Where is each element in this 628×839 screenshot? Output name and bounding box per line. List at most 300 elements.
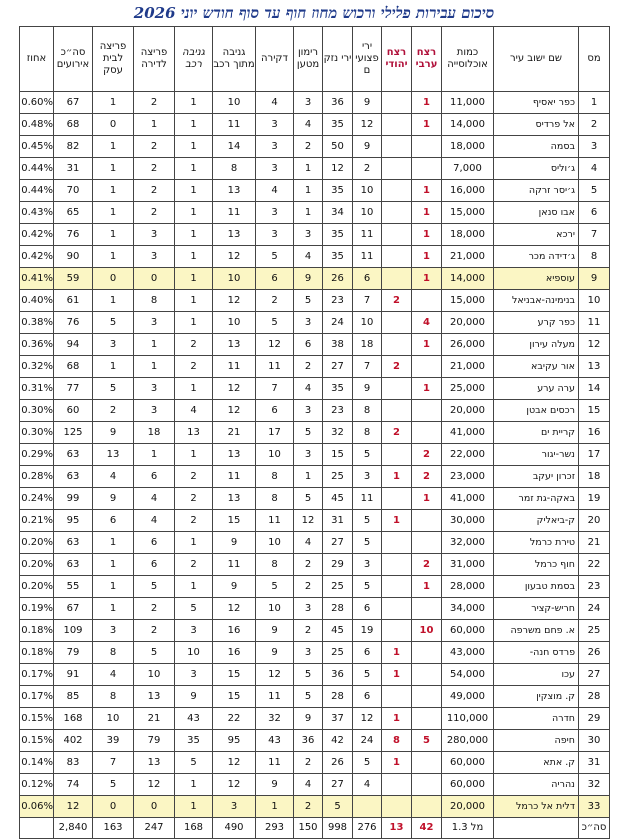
cell-d: 50 [323, 136, 353, 158]
cell-pop: 41,000 [442, 488, 494, 510]
cell-d: 35 [323, 180, 353, 202]
cell-n: 6 [579, 202, 610, 224]
table-row [20, 312, 610, 334]
cell-cs: 9 [175, 686, 213, 708]
cell-w [353, 796, 382, 818]
cell-n: סה״כ [579, 818, 610, 839]
cell-cs: 3 [175, 620, 213, 642]
cell-bp: 5 [93, 774, 134, 796]
cell-d: 42 [323, 730, 353, 752]
cell-tot: 70 [54, 180, 93, 202]
column-header: מס [579, 27, 610, 92]
cell-d: 36 [323, 664, 353, 686]
table-row [20, 444, 610, 466]
cell-pop: 31,000 [442, 554, 494, 576]
cell-cs: 1 [175, 774, 213, 796]
cell-ra [412, 290, 442, 312]
column-header: גניבה מתוך רכב [213, 27, 256, 92]
cell-n: 14 [579, 378, 610, 400]
cell-ry [382, 202, 412, 224]
cell-cs: 1 [175, 576, 213, 598]
cell-n: 5 [579, 180, 610, 202]
cell-n: 22 [579, 554, 610, 576]
cell-n: 10 [579, 290, 610, 312]
cell-d: 45 [323, 488, 353, 510]
cell-s: 5 [256, 312, 294, 334]
cell-n: 23 [579, 576, 610, 598]
cell-bp: 1 [93, 92, 134, 114]
table-row [20, 576, 610, 598]
cell-ry: 2 [382, 290, 412, 312]
cell-w: 11 [353, 246, 382, 268]
cell-tot: 74 [54, 774, 93, 796]
cell-pop: 20,000 [442, 400, 494, 422]
cell-pop: 28,000 [442, 576, 494, 598]
table-row [20, 114, 610, 136]
cell-ra: 1 [412, 224, 442, 246]
cell-w: 11 [353, 224, 382, 246]
table-row [20, 466, 610, 488]
cell-ap: 3 [134, 312, 175, 334]
table-row [20, 708, 610, 730]
cell-pct: 0.48% [20, 114, 54, 136]
cell-city: ג׳יסר זרקה [494, 180, 579, 202]
cell-bp: 2 [93, 400, 134, 422]
cell-s: 7 [256, 378, 294, 400]
cell-tv: 8 [213, 158, 256, 180]
cell-pct: 0.14% [20, 752, 54, 774]
cell-city: חדרה [494, 708, 579, 730]
cell-n: 30 [579, 730, 610, 752]
cell-ra: 1 [412, 92, 442, 114]
cell-ra [412, 510, 442, 532]
cell-ry [382, 334, 412, 356]
cell-city: נשר-יגור [494, 444, 579, 466]
cell-bp: 163 [93, 818, 134, 839]
cell-pct: 0.30% [20, 422, 54, 444]
cell-g: 4 [294, 532, 323, 554]
cell-ry: 1 [382, 708, 412, 730]
cell-ap: 5 [134, 642, 175, 664]
cell-ap: 21 [134, 708, 175, 730]
cell-tv: 15 [213, 664, 256, 686]
cell-pop: 32,000 [442, 532, 494, 554]
cell-pop: 25,000 [442, 378, 494, 400]
cell-pct: 0.18% [20, 642, 54, 664]
cell-tot: 65 [54, 202, 93, 224]
cell-tot: 67 [54, 598, 93, 620]
cell-s: 2 [256, 290, 294, 312]
cell-n: 13 [579, 356, 610, 378]
cell-d: 25 [323, 576, 353, 598]
cell-n: 18 [579, 466, 610, 488]
cell-g: 4 [294, 378, 323, 400]
cell-ap: 10 [134, 664, 175, 686]
cell-tot: 79 [54, 642, 93, 664]
cell-s: 8 [256, 488, 294, 510]
cell-d: 998 [323, 818, 353, 839]
cell-n: 4 [579, 158, 610, 180]
cell-g: 2 [294, 576, 323, 598]
cell-n: 15 [579, 400, 610, 422]
cell-ra [412, 136, 442, 158]
cell-cs: 35 [175, 730, 213, 752]
cell-g: 2 [294, 752, 323, 774]
column-header: דקירה [256, 27, 294, 92]
cell-tv: 21 [213, 422, 256, 444]
cell-n: 32 [579, 774, 610, 796]
cell-ry [382, 114, 412, 136]
cell-bp: 8 [93, 686, 134, 708]
cell-tot: 99 [54, 488, 93, 510]
cell-pct: 0.45% [20, 136, 54, 158]
cell-ry [382, 158, 412, 180]
cell-bp: 3 [93, 620, 134, 642]
cell-s: 11 [256, 356, 294, 378]
cell-w: 6 [353, 268, 382, 290]
cell-ry: 1 [382, 510, 412, 532]
table-row [20, 290, 610, 312]
cell-s: 43 [256, 730, 294, 752]
cell-d: 24 [323, 312, 353, 334]
cell-w: 8 [353, 400, 382, 422]
cell-ap: 2 [134, 202, 175, 224]
cell-ap: 6 [134, 466, 175, 488]
table-row [20, 378, 610, 400]
cell-bp: 1 [93, 180, 134, 202]
cell-city: פרדס חנה- [494, 642, 579, 664]
cell-g: 3 [294, 642, 323, 664]
cell-tv: 13 [213, 488, 256, 510]
cell-ap: 3 [134, 400, 175, 422]
cell-pct: 0.38% [20, 312, 54, 334]
cell-s: 11 [256, 510, 294, 532]
cell-ap: 79 [134, 730, 175, 752]
cell-ry [382, 554, 412, 576]
cell-g: 3 [294, 224, 323, 246]
cell-w: 6 [353, 598, 382, 620]
cell-pct: 0.24% [20, 488, 54, 510]
cell-tot: 68 [54, 114, 93, 136]
cell-w: 3 [353, 466, 382, 488]
cell-ra: 1 [412, 268, 442, 290]
cell-ap: 13 [134, 686, 175, 708]
cell-pct [20, 818, 54, 839]
cell-ra [412, 642, 442, 664]
cell-ra [412, 532, 442, 554]
cell-g: 9 [294, 708, 323, 730]
cell-city: ערה ערע [494, 378, 579, 400]
cell-pop: 20,000 [442, 796, 494, 818]
cell-ry: 13 [382, 818, 412, 839]
cell-ap: 13 [134, 752, 175, 774]
cell-city: בנימינה-אבניאל [494, 290, 579, 312]
table-row [20, 180, 610, 202]
cell-ap: 1 [134, 356, 175, 378]
cell-ry: 1 [382, 642, 412, 664]
cell-ap: 18 [134, 422, 175, 444]
cell-tv: 13 [213, 180, 256, 202]
header-row [20, 27, 610, 92]
cell-n: 2 [579, 114, 610, 136]
cell-ry: 8 [382, 730, 412, 752]
cell-ap: 2 [134, 158, 175, 180]
cell-tot: 2,840 [54, 818, 93, 839]
table-row [20, 796, 610, 818]
cell-ra [412, 598, 442, 620]
cell-cs: 13 [175, 422, 213, 444]
cell-n: 31 [579, 752, 610, 774]
cell-n: 24 [579, 598, 610, 620]
cell-w: 4 [353, 774, 382, 796]
table-row [20, 642, 610, 664]
cell-pct: 0.20% [20, 532, 54, 554]
cell-ra [412, 708, 442, 730]
cell-city: דלית אל כרמל [494, 796, 579, 818]
cell-bp: 8 [93, 642, 134, 664]
cell-tv: 12 [213, 290, 256, 312]
cell-tv: 11 [213, 554, 256, 576]
cell-g: 3 [294, 598, 323, 620]
cell-cs: 1 [175, 378, 213, 400]
cell-tv: 11 [213, 466, 256, 488]
cell-ra: 1 [412, 180, 442, 202]
cell-d: 23 [323, 400, 353, 422]
cell-bp: 7 [93, 752, 134, 774]
cell-cs: 2 [175, 334, 213, 356]
cell-ry [382, 400, 412, 422]
cell-g: 1 [294, 202, 323, 224]
cell-ra [412, 686, 442, 708]
cell-n: 25 [579, 620, 610, 642]
cell-bp: 4 [93, 466, 134, 488]
table-row [20, 400, 610, 422]
cell-tv: 14 [213, 136, 256, 158]
cell-tv: 11 [213, 356, 256, 378]
cell-pop: 54,000 [442, 664, 494, 686]
table-header [20, 27, 610, 92]
cell-pct: 0.17% [20, 686, 54, 708]
cell-n: 7 [579, 224, 610, 246]
cell-pct: 0.19% [20, 598, 54, 620]
cell-tv: 11 [213, 114, 256, 136]
cell-pop: 49,000 [442, 686, 494, 708]
cell-pct: 0.15% [20, 730, 54, 752]
cell-cs: 2 [175, 356, 213, 378]
cell-n: 1 [579, 92, 610, 114]
cell-pop: 23,000 [442, 466, 494, 488]
cell-tot: 63 [54, 466, 93, 488]
cell-tot: 59 [54, 268, 93, 290]
cell-ry [382, 268, 412, 290]
cell-tv: 10 [213, 268, 256, 290]
cell-g: 2 [294, 136, 323, 158]
cell-city: ג׳דידה מכר [494, 246, 579, 268]
cell-s: 8 [256, 466, 294, 488]
cell-g: 1 [294, 158, 323, 180]
cell-pct: 0.30% [20, 400, 54, 422]
cell-ry: 2 [382, 422, 412, 444]
cell-g: 4 [294, 774, 323, 796]
column-header: רצח יהודי [382, 27, 412, 92]
cell-bp: 1 [93, 532, 134, 554]
cell-w: 2 [353, 158, 382, 180]
cell-w: 7 [353, 290, 382, 312]
cell-d: 26 [323, 752, 353, 774]
cell-w: 5 [353, 576, 382, 598]
cell-pop: 20,000 [442, 312, 494, 334]
cell-city: חיפה [494, 730, 579, 752]
cell-tot: 85 [54, 686, 93, 708]
cell-w: 5 [353, 532, 382, 554]
cell-s: 17 [256, 422, 294, 444]
cell-tot: 168 [54, 708, 93, 730]
cell-bp: 6 [93, 510, 134, 532]
cell-ra: 2 [412, 444, 442, 466]
cell-g: 150 [294, 818, 323, 839]
cell-pop: 34,000 [442, 598, 494, 620]
cell-tot: 77 [54, 378, 93, 400]
cell-ap: 3 [134, 224, 175, 246]
cell-n: 8 [579, 246, 610, 268]
cell-pop: 7,000 [442, 158, 494, 180]
cell-bp: 1 [93, 136, 134, 158]
cell-bp: 1 [93, 290, 134, 312]
cell-city: מעלה עירון [494, 334, 579, 356]
cell-pop: 60,000 [442, 774, 494, 796]
cell-tv: 16 [213, 642, 256, 664]
crime-summary-table-wrapper [19, 26, 609, 839]
cell-g: 4 [294, 114, 323, 136]
cell-d: 25 [323, 466, 353, 488]
cell-n: 21 [579, 532, 610, 554]
cell-w: 12 [353, 114, 382, 136]
cell-n: 28 [579, 686, 610, 708]
cell-pct: 0.42% [20, 246, 54, 268]
cell-w: 5 [353, 664, 382, 686]
cell-cs: 1 [175, 246, 213, 268]
cell-ap: 1 [134, 444, 175, 466]
table-row [20, 752, 610, 774]
cell-w: 10 [353, 202, 382, 224]
cell-tv: 12 [213, 598, 256, 620]
cell-ap: 1 [134, 334, 175, 356]
cell-cs: 1 [175, 290, 213, 312]
cell-n: 26 [579, 642, 610, 664]
cell-city: ק. מוצקין [494, 686, 579, 708]
cell-ap: 3 [134, 378, 175, 400]
page-title: סיכום עבירות פלילי ורכוש מחוז חוף עד סוף חודש יוני 2026 [133, 4, 495, 22]
cell-city: נהריה [494, 774, 579, 796]
cell-s: 9 [256, 642, 294, 664]
cell-n: 27 [579, 664, 610, 686]
cell-tv: 490 [213, 818, 256, 839]
cell-bp: 1 [93, 202, 134, 224]
cell-d: 37 [323, 708, 353, 730]
cell-ra: 2 [412, 466, 442, 488]
column-header: אחוז [20, 27, 54, 92]
cell-bp: 1 [93, 246, 134, 268]
cell-ra [412, 796, 442, 818]
cell-tot: 76 [54, 312, 93, 334]
cell-n: 16 [579, 422, 610, 444]
cell-pop: 21,000 [442, 356, 494, 378]
cell-tot: 91 [54, 664, 93, 686]
cell-pop: 14,000 [442, 114, 494, 136]
cell-tv: 10 [213, 92, 256, 114]
cell-w: 5 [353, 510, 382, 532]
cell-w: 5 [353, 444, 382, 466]
cell-pop: 18,000 [442, 136, 494, 158]
cell-w: 9 [353, 92, 382, 114]
cell-city: ק. אתא [494, 752, 579, 774]
cell-bp: 13 [93, 444, 134, 466]
cell-w: 276 [353, 818, 382, 839]
cell-ap: 12 [134, 774, 175, 796]
cell-tot: 125 [54, 422, 93, 444]
cell-ap: 2 [134, 620, 175, 642]
cell-pop: 60,000 [442, 752, 494, 774]
cell-city: טירת כרמל [494, 532, 579, 554]
cell-bp: 5 [93, 378, 134, 400]
cell-ry: 1 [382, 752, 412, 774]
cell-d: 27 [323, 774, 353, 796]
cell-n: 9 [579, 268, 610, 290]
cell-ra: 10 [412, 620, 442, 642]
cell-w: 12 [353, 708, 382, 730]
cell-tot: 31 [54, 158, 93, 180]
table-row [20, 664, 610, 686]
table-row [20, 334, 610, 356]
cell-ap: 4 [134, 510, 175, 532]
cell-w: 8 [353, 422, 382, 444]
cell-tv: 13 [213, 334, 256, 356]
cell-pct: 0.43% [20, 202, 54, 224]
cell-s: 3 [256, 136, 294, 158]
cell-tot: 63 [54, 554, 93, 576]
cell-city: ירכא [494, 224, 579, 246]
cell-cs: 5 [175, 598, 213, 620]
cell-ry: 1 [382, 664, 412, 686]
cell-s: 10 [256, 598, 294, 620]
cell-ry [382, 488, 412, 510]
cell-s: 8 [256, 554, 294, 576]
cell-w: 10 [353, 312, 382, 334]
cell-g: 5 [294, 664, 323, 686]
cell-g: 9 [294, 268, 323, 290]
cell-pct: 0.17% [20, 664, 54, 686]
cell-ap: 3 [134, 246, 175, 268]
cell-ap: 6 [134, 532, 175, 554]
cell-pct: 0.32% [20, 356, 54, 378]
cell-bp: 9 [93, 488, 134, 510]
cell-g: 4 [294, 246, 323, 268]
table-row [20, 488, 610, 510]
cell-tv: 12 [213, 774, 256, 796]
cell-pct: 0.21% [20, 510, 54, 532]
cell-bp: 4 [93, 664, 134, 686]
cell-ra [412, 400, 442, 422]
cell-d: 27 [323, 532, 353, 554]
cell-g: 5 [294, 422, 323, 444]
cell-city: אור עקיבא [494, 356, 579, 378]
table-row [20, 422, 610, 444]
cell-ap: 0 [134, 268, 175, 290]
cell-pct: 0.44% [20, 180, 54, 202]
cell-ra: 2 [412, 554, 442, 576]
cell-tv: 3 [213, 796, 256, 818]
cell-ap: 6 [134, 554, 175, 576]
